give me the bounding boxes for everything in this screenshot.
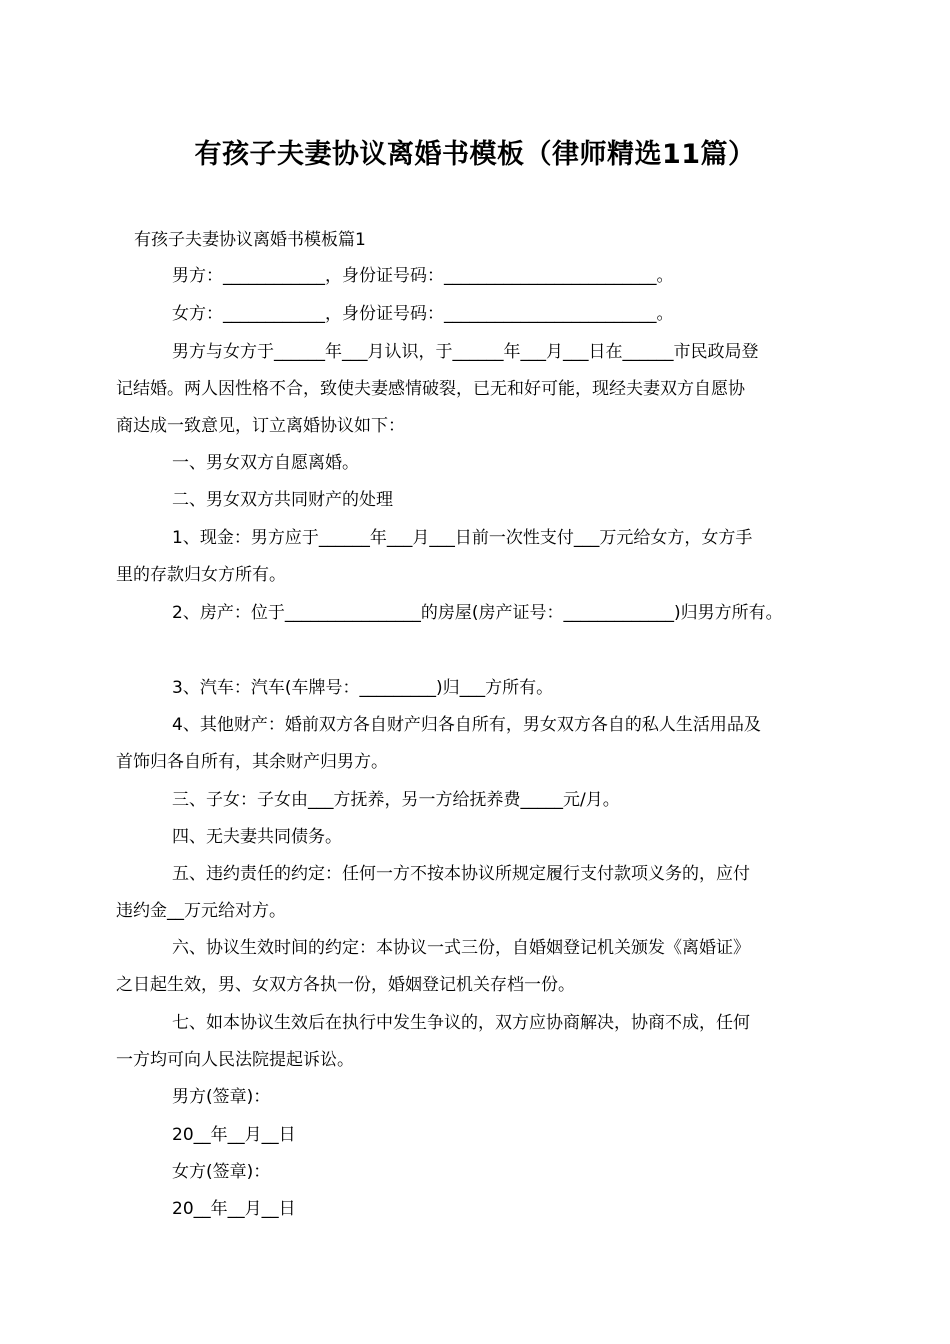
section-heading: 有孩子夫妻协议离婚书模板篇1 xyxy=(134,230,366,250)
female-signature: 女方(签章)： xyxy=(172,1162,271,1182)
paragraph-line: 商达成一致意见，订立离婚协议如下： xyxy=(116,416,405,436)
clause-4: 四、无夫妻共同债务。 xyxy=(172,827,342,847)
cash-line: 1、现金：男方应于______年___月___日前一次性支付___万元给女方，女方手 xyxy=(172,528,753,548)
other-property-line: 4、其他财产：婚前双方各自财产归各自所有，男女双方各自的私人生活用品及 xyxy=(172,715,761,735)
document-title: 有孩子夫妻协议离婚书模板（律师精选11篇） xyxy=(194,139,756,170)
cash-line: 里的存款归女方所有。 xyxy=(116,565,286,585)
clause-6: 之日起生效，男、女双方各执一份，婚姻登记机关存档一份。 xyxy=(116,975,575,995)
paragraph-line: 记结婚。两人因性格不合，致使夫妻感情破裂，已无和好可能，现经夫妻双方自愿协 xyxy=(116,379,745,399)
male-id-line: 男方：____________，身份证号码：_________________________。 xyxy=(172,266,674,286)
clause-1: 一、男女双方自愿离婚。 xyxy=(172,453,359,473)
other-property-line: 首饰归各自所有，其余财产归男方。 xyxy=(116,752,388,772)
clause-2: 二、男女双方共同财产的处理 xyxy=(172,490,393,510)
female-id-line: 女方：____________，身份证号码：_________________________。 xyxy=(172,304,674,324)
clause-7: 七、如本协议生效后在执行中发生争议的，双方应协商解决，协商不成，任何 xyxy=(172,1013,750,1033)
male-signature: 男方(签章)： xyxy=(172,1087,271,1107)
clause-6: 六、协议生效时间的约定：本协议一式三份，自婚姻登记机关颁发《离婚证》 xyxy=(172,938,750,958)
clause-3: 三、子女：子女由___方抚养，另一方给抚养费_____元/月。 xyxy=(172,790,620,810)
female-date: 20__年__月__日 xyxy=(172,1199,296,1219)
car-line: 3、汽车：汽车(车牌号：_________)归___方所有。 xyxy=(172,678,554,698)
male-date: 20__年__月__日 xyxy=(172,1125,296,1145)
house-line: 2、房产：位于________________的房屋(房产证号：_____________)归男方所有。 xyxy=(172,603,783,623)
clause-5: 违约金__万元给对方。 xyxy=(116,901,286,921)
clause-5: 五、违约责任的约定：任何一方不按本协议所规定履行支付款项义务的，应付 xyxy=(172,864,750,884)
clause-7: 一方均可向人民法院提起诉讼。 xyxy=(116,1050,354,1070)
paragraph-line: 男方与女方于______年___月认识，于______年___月___日在______市民政局登 xyxy=(172,342,759,362)
